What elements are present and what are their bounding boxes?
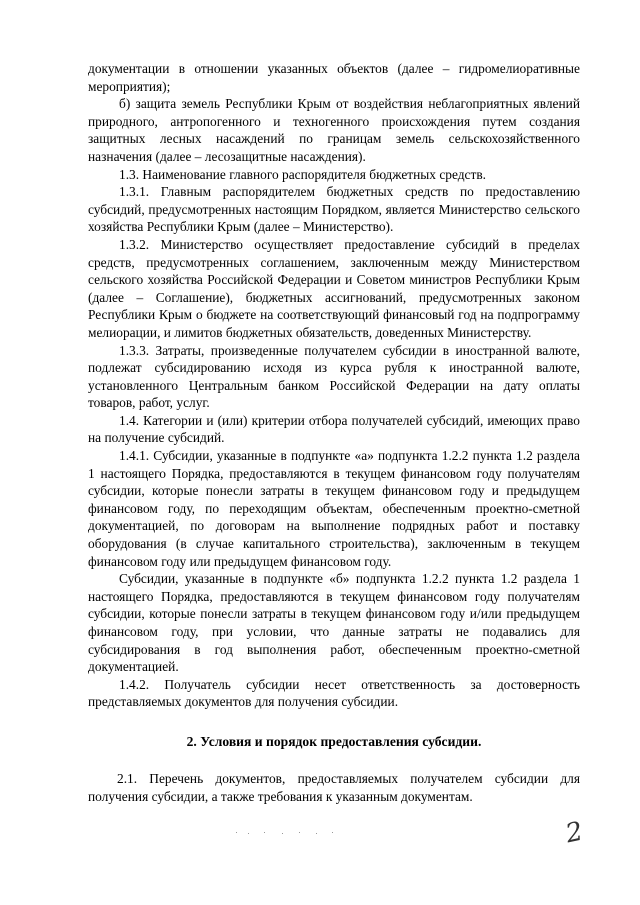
paragraph: 1.4. Категории и (или) критерии отбора получателей субсидий, имеющих право на получение субсидий. (88, 412, 580, 446)
paragraph: 1.3.2. Министерство осуществляет предоставление субсидий в пределах средств, предусмотренных соглашением, заключенным между Министерством сельского хозяйства Российской Федерации и Советом министров Республики Крым (далее – Соглашение), бюджетных ассигнований, предусмотренных законом Республики Крым о бюджете на соответствующий финансовый год на подпрограмму мелиорации, и лимитов бюджетных обязательств, доведенных Министерству. (88, 236, 580, 340)
scan-speckle (236, 832, 336, 834)
paragraph: 1.4.1. Субсидии, указанные в подпункте «а» подпункта 1.2.2 пункта 1.2 раздела 1 настоящего Порядка, предоставляются в текущем финансовом году получателям субсидии, которые понесли затраты в текущем финансовом году и предыдущем финансовом году, по переходящим объектам, обеспеченным проектно-сметной документацией, по договорам на выполнение подрядных работ и поставку оборудования (в случае капитального строительства), заключенным в текущем финансовом году или предыдущем финансовом году. (88, 448, 580, 569)
paragraph: б) защита земель Республики Крым от воздействия неблагоприятных явлений природного, антропогенного и техногенного происхождения путем создания защитных лесных насаждений по границам земель сельскохозяйственного назначения (далее – лесозащитные насаждения). (88, 96, 580, 164)
paragraph: 1.3. Наименование главного распорядителя бюджетных средств. (119, 166, 486, 182)
paragraph: 1.4.2. Получатель субсидии несет ответственность за достоверность представляемых документов для получения субсидии. (88, 676, 580, 710)
paragraph: документации в отношении указанных объектов (далее – гидромелиоративные мероприятия); (88, 61, 580, 94)
section-heading: 2. Условия и порядок предоставления субсидии. (186, 733, 482, 749)
paragraph: Субсидии, указанные в подпункте «б» подпункта 1.2.2 пункта 1.2 раздела 1 настоящего Порядка, предоставляются в текущем финансовом году получателям субсидии, которые понесли затраты в текущем финансовом году и/или предыдущем финансовом году, при условии, что данные затраты не подавались для субсидирования в год выполнения работ, обеспеченным проектно-сметной документацией. (88, 571, 580, 675)
paragraph: 1.3.1. Главным распорядителем бюджетных средств по предоставлению субсидий, предусмотренных настоящим Порядком, является Министерство сельского хозяйства Республики Крым (далее – Министерство). (88, 184, 580, 235)
handwritten-page-number: 2 (563, 816, 586, 850)
document-body (88, 60, 580, 805)
paragraph: 2.1. Перечень документов, предоставляемых получателем субсидии для получения субсидии, а также требования к указанным документам. (88, 770, 580, 804)
paragraph: 1.3.3. Затраты, произведенные получателем субсидии в иностранной валюте, подлежат субсидированию исходя из курса рубля к иностранной валюте, установленного Центральным банком Российской Федерации на дату оплаты товаров, работ, услуг. (88, 342, 580, 411)
